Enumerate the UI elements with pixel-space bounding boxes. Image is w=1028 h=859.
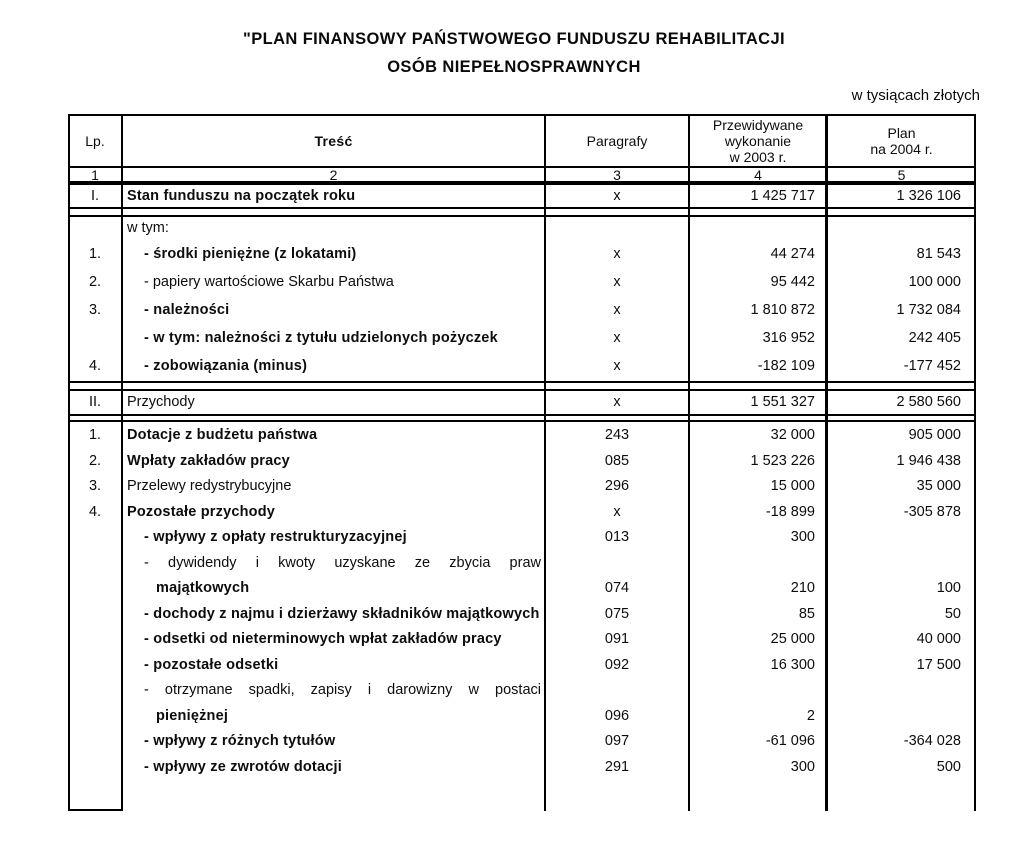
financial-plan-table xyxy=(68,114,976,811)
table-row xyxy=(68,217,976,240)
row-tresc: - środki pieniężne (z lokatami) xyxy=(144,246,357,262)
table-header xyxy=(68,114,976,185)
row-paragraf: 097 xyxy=(604,733,630,749)
row-value-2004: 242 405 xyxy=(908,330,961,346)
row-lp: 4. xyxy=(88,503,102,520)
row-tresc: - należności xyxy=(144,302,230,318)
row-value-2004: 100 xyxy=(936,580,961,596)
column-number-row xyxy=(68,168,976,185)
row-value-2004: 1 326 106 xyxy=(896,188,961,204)
table-row xyxy=(68,627,976,653)
table-row xyxy=(68,324,976,352)
row-value-2004: -305 878 xyxy=(903,503,961,520)
row-tresc: w tym: xyxy=(127,220,169,236)
row-tresc: - wpływy ze zwrotów dotacji xyxy=(144,758,342,775)
row-value-2003: 316 952 xyxy=(762,330,815,346)
row-paragraf: x xyxy=(613,503,621,520)
row-paragraf: x xyxy=(613,358,621,374)
row-lp: I. xyxy=(90,188,100,204)
col-number-4: 4 xyxy=(754,166,762,183)
document-title-line1: "PLAN FINANSOWY PAŃSTWOWEGO FUNDUSZU REHABILITACJI xyxy=(242,30,786,48)
row-paragraf: x xyxy=(613,394,621,410)
row-paragraf: 074 xyxy=(604,580,630,596)
row-lp xyxy=(68,601,122,602)
col-header-plan-2004 xyxy=(827,125,976,157)
row-paragraf: 096 xyxy=(604,707,630,724)
row-value-2004: 81 543 xyxy=(916,246,961,262)
row-tresc: - wpływy z opłaty restrukturyzacyjnej xyxy=(144,529,407,545)
row-paragraf: x xyxy=(613,302,621,318)
row-value-2004: 35 000 xyxy=(916,478,961,494)
section-fund-state-details xyxy=(68,215,976,383)
row-lp: 2. xyxy=(88,452,102,469)
table-row xyxy=(68,185,976,207)
row-lp xyxy=(68,550,122,551)
table-row xyxy=(68,729,976,755)
table-row xyxy=(68,755,976,781)
row-value-2003: 25 000 xyxy=(770,631,815,647)
row-lp xyxy=(68,754,122,755)
row-tresc: Przelewy redystrybucyjne xyxy=(127,478,292,494)
row-tresc: - dywidendy i kwoty uzyskane ze zbycia praw majątkowych xyxy=(144,554,541,596)
row-tresc: - odsetki od nieterminowych wpłat zakładów pracy xyxy=(144,631,502,647)
header-line: wykonanie xyxy=(724,133,792,149)
row-value-2003: 1 425 717 xyxy=(750,188,815,204)
row-value-2003: 300 xyxy=(790,529,815,545)
header-line: Plan xyxy=(887,125,916,141)
row-lp: 2. xyxy=(88,274,102,290)
row-value-2003: 2 xyxy=(806,707,815,724)
row-value-2003: 210 xyxy=(790,580,815,596)
row-tresc: - dochody z najmu i dzierżawy składników majątkowych xyxy=(144,605,540,622)
table-row xyxy=(68,296,976,324)
row-tresc: - wpływy z różnych tytułów xyxy=(144,733,336,749)
section-revenues-details xyxy=(68,420,976,780)
row-value-2004: -177 452 xyxy=(903,358,961,374)
row-value-2003: 1 810 872 xyxy=(750,302,815,318)
col-number-1: 1 xyxy=(91,166,99,183)
row-tresc: - otrzymane spadki, zapisy i darowizny w postaci pieniężnej xyxy=(144,682,541,724)
row-lp: II. xyxy=(88,394,102,410)
row-value-2004: 500 xyxy=(936,758,961,775)
row-value-2003: 95 442 xyxy=(770,274,815,290)
table-row xyxy=(68,449,976,475)
row-lp xyxy=(68,626,122,627)
row-lp: 3. xyxy=(88,478,102,494)
row-lp xyxy=(68,677,122,678)
row-value-2004: 100 000 xyxy=(908,274,961,290)
row-value-2003: -61 096 xyxy=(765,733,815,749)
row-value-2003: 1 551 327 xyxy=(750,394,815,410)
row-tresc: Pozostałe przychody xyxy=(127,503,276,520)
row-tresc: Przychody xyxy=(127,394,195,410)
row-paragraf: 091 xyxy=(604,631,630,647)
header-line: na 2004 r. xyxy=(870,141,933,157)
row-lp xyxy=(68,779,122,780)
section-revenues-total xyxy=(68,389,976,416)
row-value-2003: -18 899 xyxy=(765,503,815,520)
row-tresc: Wpłaty zakładów pracy xyxy=(127,452,290,469)
row-paragraf: x xyxy=(613,274,621,290)
table-row xyxy=(68,500,976,526)
row-value-2003: 32 000 xyxy=(770,427,815,443)
col-header-lp: Lp. xyxy=(85,133,105,149)
row-value-2003: 85 xyxy=(798,605,815,622)
row-paragraf: x xyxy=(613,330,621,346)
row-value-2003: 16 300 xyxy=(770,656,815,673)
row-value-2004: 1 732 084 xyxy=(896,302,961,318)
row-lp: 3. xyxy=(88,302,102,318)
row-tresc: - papiery wartościowe Skarbu Państwa xyxy=(144,274,394,290)
row-lp: 1. xyxy=(88,427,102,443)
row-paragraf: 243 xyxy=(604,427,630,443)
table-row xyxy=(68,423,976,449)
row-value-2004: 40 000 xyxy=(916,631,961,647)
col-number-2: 2 xyxy=(329,166,338,183)
row-tresc: Dotacje z budżetu państwa xyxy=(127,427,318,443)
row-value-2003: 300 xyxy=(790,758,815,775)
row-value-2004: 50 xyxy=(944,605,961,622)
col-number-3: 3 xyxy=(613,166,621,183)
row-tresc: - zobowiązania (minus) xyxy=(144,358,308,374)
table-row xyxy=(68,525,976,551)
table-row xyxy=(68,602,976,628)
row-paragraf: x xyxy=(613,188,621,204)
row-tresc: - pozostałe odsetki xyxy=(144,656,279,673)
table-row xyxy=(68,352,976,380)
row-value-2003: -182 109 xyxy=(757,358,815,374)
row-value-2004: 2 580 560 xyxy=(896,394,961,410)
table-row xyxy=(68,240,976,268)
row-paragraf: 075 xyxy=(604,605,630,622)
col-number-5: 5 xyxy=(897,166,906,183)
header-line: Przewidywane xyxy=(712,117,804,133)
row-paragraf: 296 xyxy=(604,478,630,494)
row-paragraf: 092 xyxy=(604,656,630,673)
row-lp xyxy=(68,652,122,653)
table-row xyxy=(68,653,976,679)
row-value-2003: 1 523 226 xyxy=(750,452,815,469)
row-lp xyxy=(68,728,122,729)
row-lp: 1. xyxy=(88,246,102,262)
section-fund-state xyxy=(68,185,976,209)
row-paragraf: 291 xyxy=(604,758,630,775)
unit-note: w tysiącach złotych xyxy=(851,87,980,104)
row-value-2003: 15 000 xyxy=(770,478,815,494)
row-value-2004 xyxy=(827,550,976,551)
row-paragraf: 013 xyxy=(604,529,630,545)
row-value-2004: 1 946 438 xyxy=(896,452,961,469)
row-value-2004: 17 500 xyxy=(916,656,961,673)
row-paragraf: x xyxy=(613,246,621,262)
header-label-row xyxy=(68,116,976,168)
table-row xyxy=(68,678,976,729)
row-lp: 4. xyxy=(88,358,102,374)
col-header-paragrafy: Paragrafy xyxy=(586,133,648,149)
table-row xyxy=(68,391,976,414)
row-tresc: - w tym: należności z tytułu udzielonych pożyczek xyxy=(144,330,498,346)
col-header-tresc: Treść xyxy=(314,133,353,149)
header-line: w 2003 r. xyxy=(729,149,787,165)
row-value-2004: 905 000 xyxy=(908,427,961,443)
table-row xyxy=(68,551,976,602)
col-header-wykonanie-2003 xyxy=(689,117,827,165)
row-paragraf: 085 xyxy=(604,452,630,469)
row-value-2003: 44 274 xyxy=(770,246,815,262)
table-row xyxy=(68,474,976,500)
row-tresc: Stan funduszu na początek roku xyxy=(127,188,356,204)
lp-column-bottom-border xyxy=(68,809,123,811)
document-title-line2: OSÓB NIEPEŁNOSPRAWNYCH xyxy=(387,58,641,76)
row-value-2004: -364 028 xyxy=(903,733,961,749)
table-row xyxy=(68,268,976,296)
